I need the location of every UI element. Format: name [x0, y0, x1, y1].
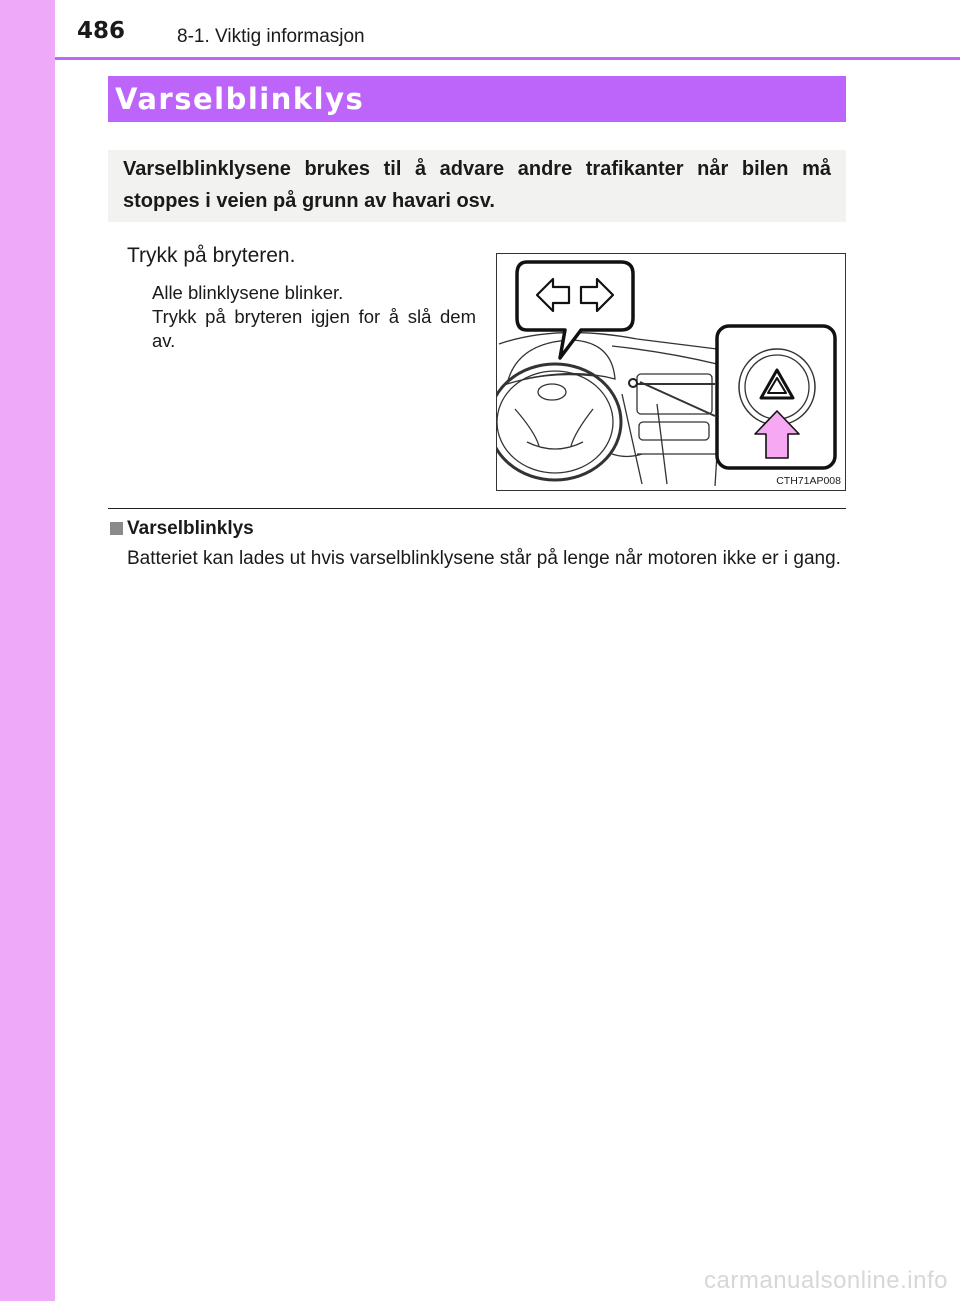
dashboard-illustration — [497, 254, 846, 491]
figure-code: CTH71AP008 — [776, 475, 841, 487]
page-number: 486 — [77, 18, 126, 44]
page-title: Varselblinklys — [115, 82, 365, 116]
intro-text: Varselblinklysene brukes til å advare andre trafikanter når bilen må stoppes i veien på grunn av havari osv. — [123, 158, 831, 212]
turn-signal-arrows-icon — [517, 262, 633, 358]
hazard-switch-callout — [717, 326, 835, 468]
note-body: Batteriet kan lades ut hvis varselblinklysene står på lenge når motoren ikke er i gang. — [127, 548, 841, 569]
step-detail — [152, 281, 476, 353]
section-label: 8-1. Viktig informasjon — [177, 26, 365, 47]
dashboard-figure — [496, 253, 846, 491]
step-detail-line-2: Trykk på bryteren igjen for å slå dem av. — [152, 306, 476, 351]
sidebar-tab — [0, 0, 55, 1301]
header-rule — [55, 57, 960, 60]
note-bullet-icon — [110, 522, 123, 535]
watermark: carmanualsonline.info — [704, 1267, 948, 1294]
section-divider — [108, 508, 846, 509]
step-instruction: Trykk på bryteren. — [127, 244, 296, 267]
step-detail-line-1: Alle blinklysene blinker. — [152, 282, 344, 303]
note-heading: Varselblinklys — [127, 518, 254, 539]
